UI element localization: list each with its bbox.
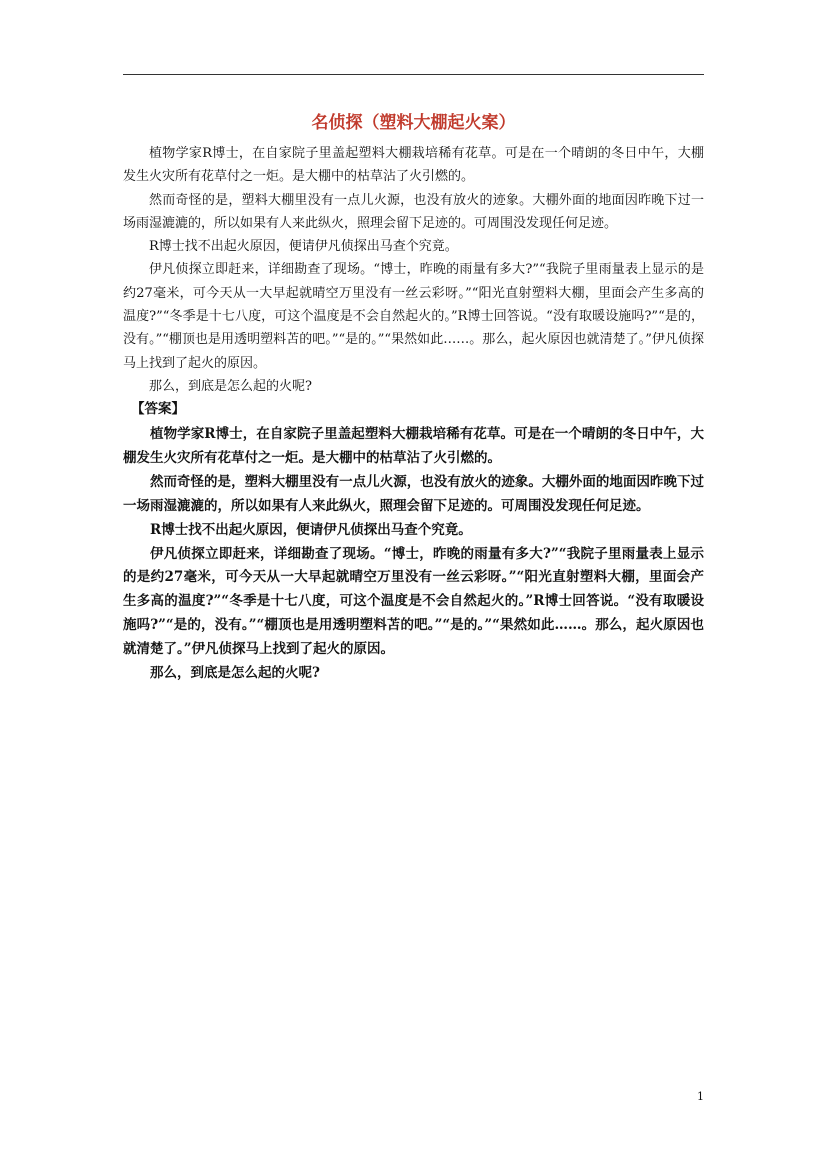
story-paragraph-2: 然而奇怪的是，塑料大棚里没有一点儿火源，也没有放火的迹象。大棚外面的地面因昨晚下过一场雨湿漉漉的，所以如果有人来此纵火，照理会留下足迹的。可周围没发现任何足迹。 <box>123 192 704 231</box>
answer-body <box>123 423 704 686</box>
story-body <box>123 142 704 398</box>
answer-paragraph-2: 然而奇怪的是，塑料大棚里没有一点儿火源，也没有放火的迹象。大棚外面的地面因昨晚下过一场雨湿漉漉的，所以如果有人来此纵火，照理会留下足迹的。可周围没发现任何足迹。 <box>123 473 704 514</box>
story-paragraph-5: 那么，到底是怎么起的火呢? <box>149 378 312 394</box>
answer-paragraph-5: 那么，到底是怎么起的火呢? <box>150 665 320 682</box>
answer-heading: 【答案】 <box>131 401 185 417</box>
answer-paragraph-4: 伊凡侦探立即赶来，详细勘查了现场。“博士，昨晚的雨量有多大?”“我院子里雨量表上显示的是约27毫米，可今天从一大早起就晴空万里没有一丝云彩呀。”“阳光直射塑料大棚，里面会产生多高的温度?”“冬季是十七八度，可这个温度是不会自然起火的。”R博士回答说。“没有取暖设施吗?”“是的，没有。”“棚顶也是用透明塑料苫的吧。”“是的。”“果然如此……。那么，起火原因也就清楚了。”伊凡侦探马上找到了起火的原因。 <box>123 545 704 658</box>
page-title: 名侦探（塑料大棚起火案） <box>311 113 516 133</box>
answer-paragraph-1: 植物学家R博士，在自家院子里盖起塑料大棚栽培稀有花草。可是在一个晴朗的冬日中午，大棚发生火灾所有花草付之一炬。是大棚中的枯草沾了火引燃的。 <box>123 426 704 466</box>
story-paragraph-1: 植物学家R博士，在自家院子里盖起塑料大棚栽培稀有花草。可是在一个晴朗的冬日中午，大棚发生火灾所有花草付之一炬。是大棚中的枯草沾了火引燃的。 <box>123 146 704 185</box>
header-rule <box>123 74 704 75</box>
story-paragraph-4: 伊凡侦探立即赶来，详细勘查了现场。“博士，昨晚的雨量有多大?”“我院子里雨量表上显示的是约27毫米，可今天从一大早起就晴空万里没有一丝云彩呀。”“阳光直射塑料大棚，里面会产生多高的温度?”“冬季是十七八度，可这个温度是不会自然起火的。”R博士回答说。“没有取暖设施吗?”“是的，没有。”“棚顶也是用透明塑料苫的吧。”“是的。”“果然如此……。那么，起火原因也就清楚了。”伊凡侦探马上找到了起火的原因。 <box>123 262 704 371</box>
answer-paragraph-3: R博士找不出起火原因，便请伊凡侦探出马查个究竟。 <box>150 521 472 538</box>
page-number: 1 <box>697 1090 704 1103</box>
story-paragraph-3: R博士找不出起火原因，便请伊凡侦探出马查个究竟。 <box>149 239 458 255</box>
